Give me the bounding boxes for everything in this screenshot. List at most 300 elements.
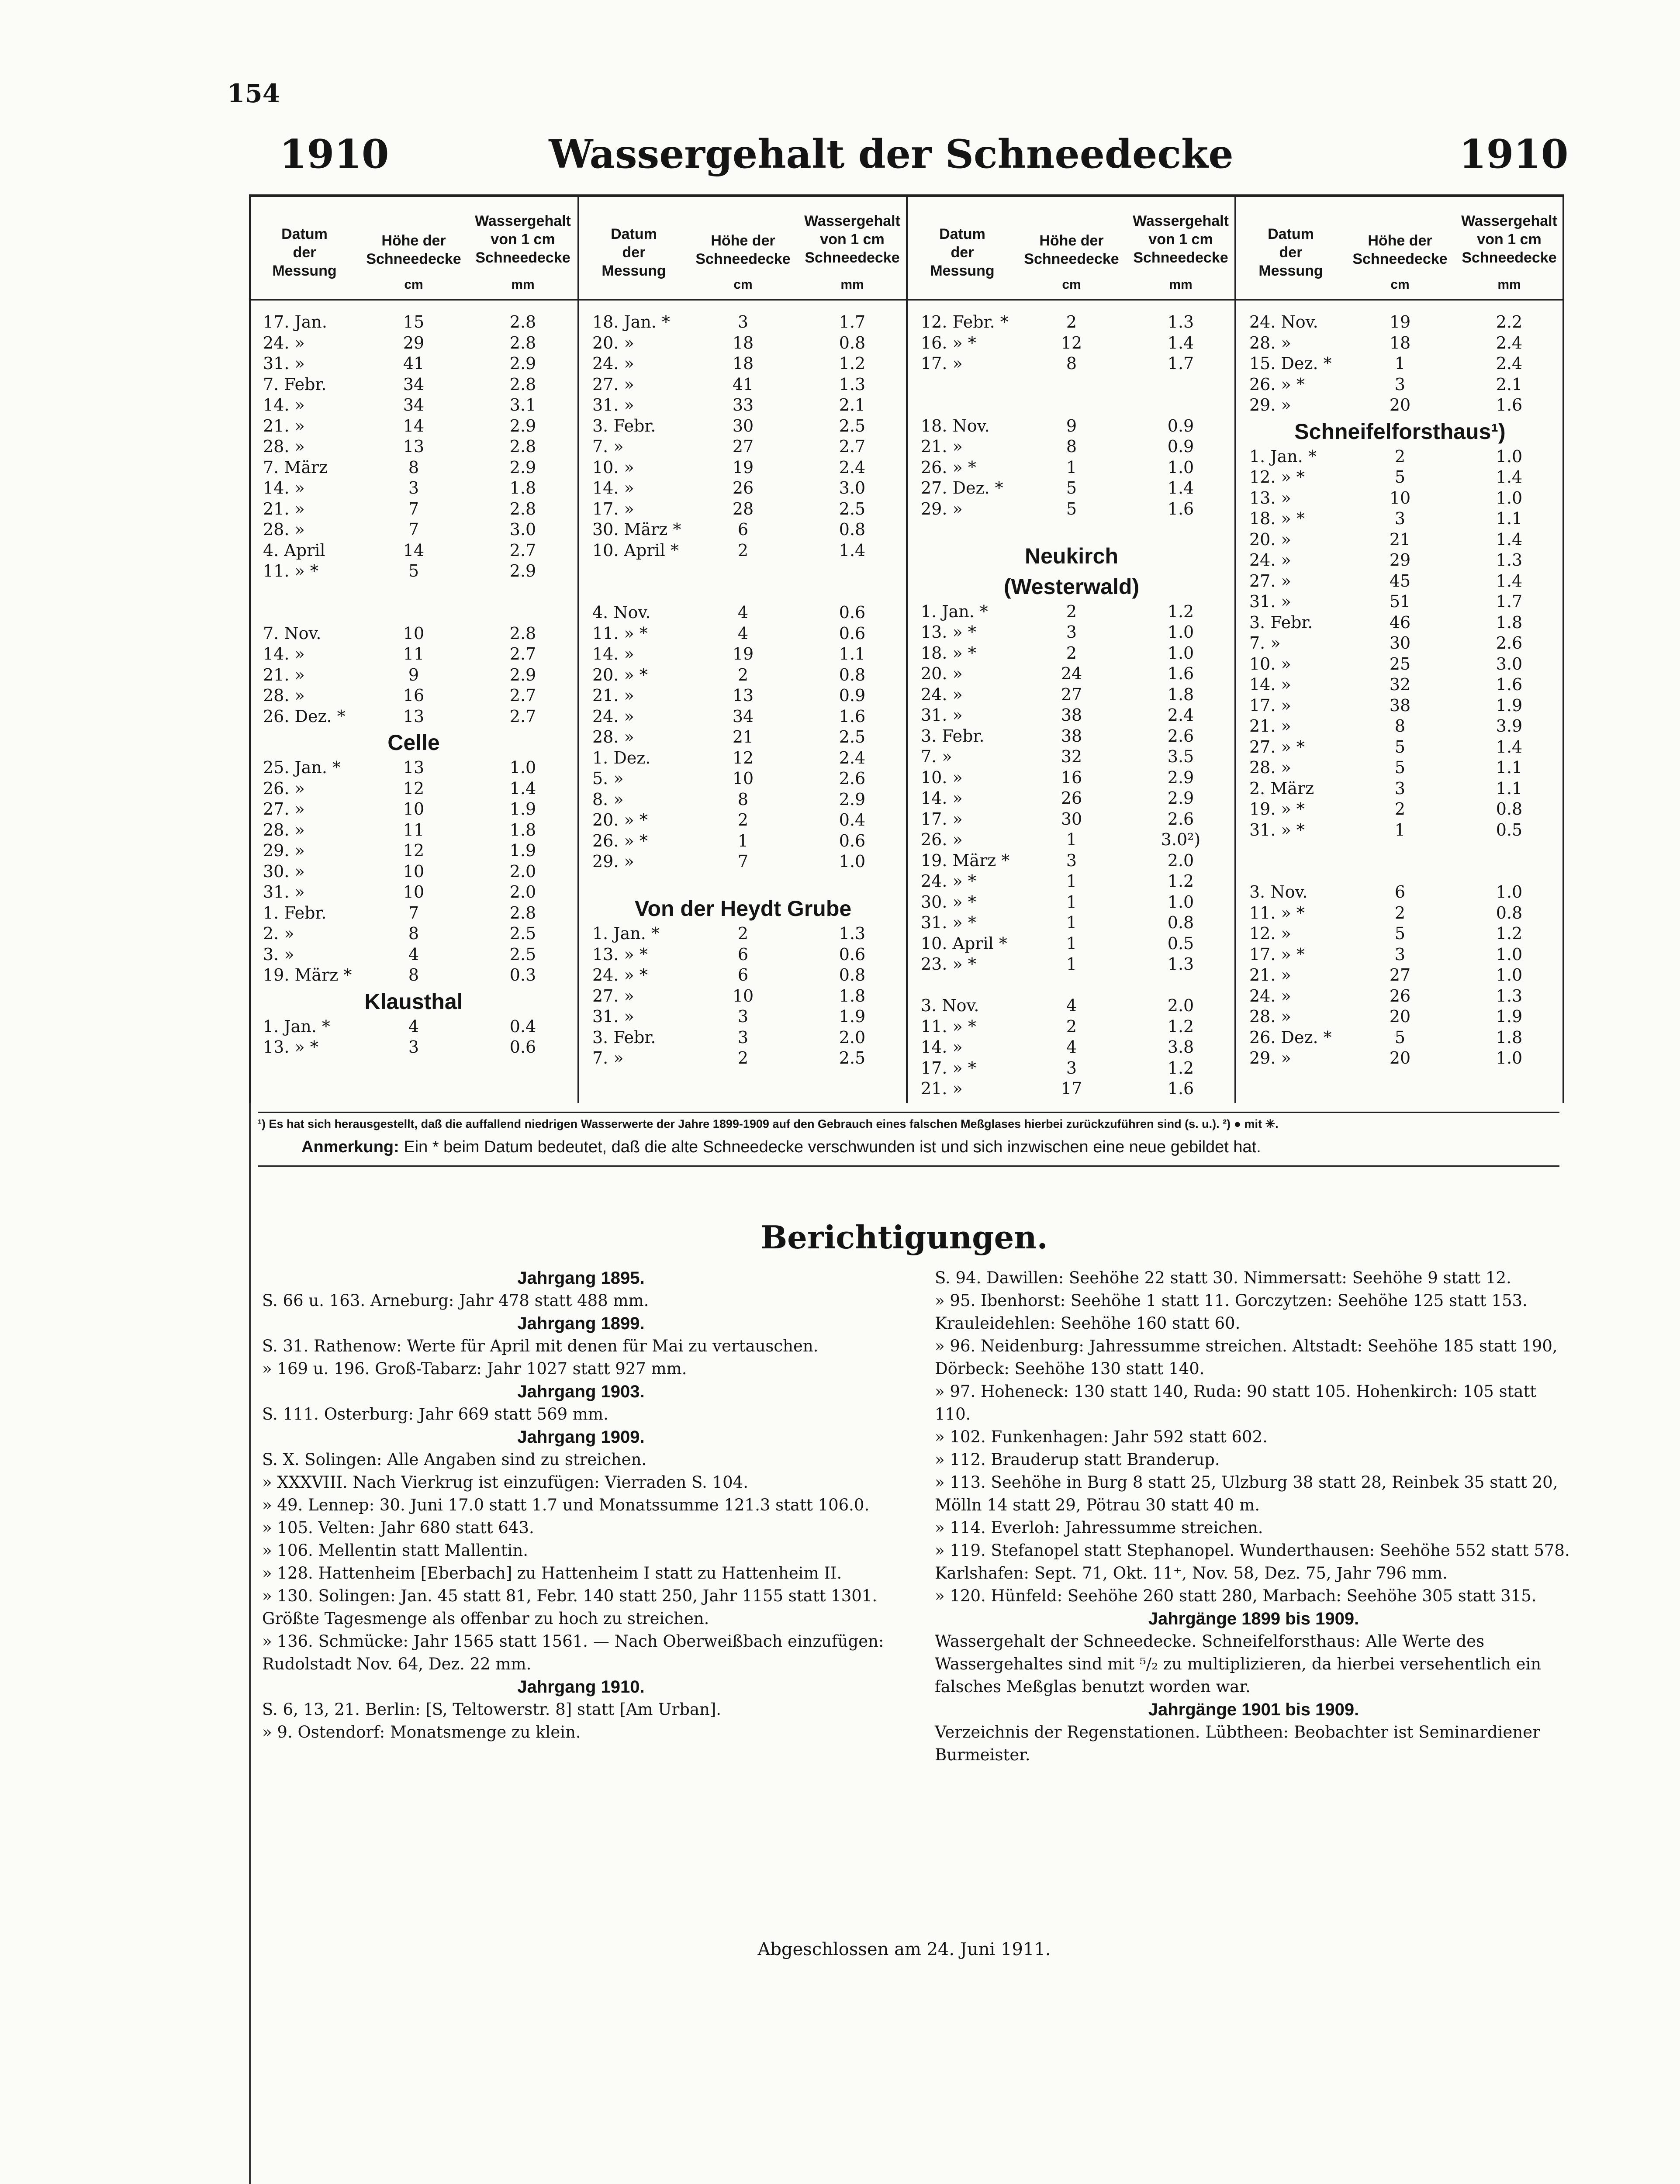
cell-water: 2.7	[509, 686, 536, 705]
table-row	[908, 705, 1235, 726]
cell-height: 9	[1066, 416, 1077, 435]
cell-height: 18	[1389, 333, 1411, 352]
cell-height: 13	[732, 686, 754, 705]
table-rows	[1236, 312, 1564, 1069]
table-row	[1236, 924, 1564, 945]
cell-water: 1.1	[839, 644, 866, 663]
cell-water: 2.5	[509, 924, 536, 943]
cell-height: 18	[732, 333, 754, 352]
table-row	[1236, 488, 1564, 509]
table-row	[250, 924, 577, 945]
cell-height: 5	[408, 561, 419, 581]
cell-date: 27. »	[592, 986, 634, 1006]
table-row	[579, 354, 907, 375]
cell-date: 3. »	[263, 944, 294, 964]
unit-cm: cm	[1390, 277, 1410, 292]
correction-entry: S. 94. Dawillen: Seehöhe 22 statt 30. Nimmersatt: Seehöhe 9 statt 12.	[935, 1268, 1511, 1287]
cell-height: 1	[1066, 933, 1077, 953]
cell-water: 1.9	[839, 1007, 866, 1026]
corrections-year-heading: Jahrgang 1895.	[517, 1268, 645, 1288]
cell-water: 0.3	[509, 965, 536, 985]
cell-date: 21. »	[1249, 965, 1291, 985]
cell-water: 0.9	[1167, 416, 1194, 435]
table-row	[579, 965, 907, 986]
cell-water: 1.0	[1496, 1048, 1523, 1068]
table-row	[1236, 903, 1564, 924]
cell-water: 2.9	[509, 354, 536, 373]
cell-height: 3	[1394, 778, 1406, 798]
cell-date: 28. »	[592, 727, 634, 746]
cell-date: 28. »	[263, 520, 305, 539]
cell-water: 2.4	[839, 457, 866, 477]
cell-height: 1	[1066, 913, 1077, 932]
cell-height: 12	[403, 841, 425, 860]
cell-date: 13. » *	[263, 1037, 318, 1057]
cell-height: 25	[1389, 654, 1411, 674]
correction-entry: Wassergehalt der Schneedecke. Schneifelforsthaus: Alle Werte des Wassergehaltes sind mit ⁵/₂ zu multiplizieren, da hierbei versehentlich ein falsches Meßglas benutzt worden war.	[935, 1632, 1542, 1696]
cell-date: 24. »	[1249, 550, 1291, 570]
cell-water: 1.8	[509, 820, 536, 840]
table-row	[908, 1017, 1235, 1038]
cell-height: 8	[1394, 716, 1406, 736]
cell-date: 24. »	[921, 684, 963, 704]
cell-water: 1.3	[1496, 550, 1523, 570]
cell-water: 1.8	[839, 986, 866, 1006]
cell-height: 12	[403, 778, 425, 798]
correction-entry: » 114. Everloh: Jahressumme streichen.	[935, 1518, 1263, 1537]
cell-date: 3. Febr.	[921, 726, 985, 746]
header-water: Wassergehalt von 1 cm Schneedecke	[475, 213, 571, 266]
cell-water: 1.2	[839, 354, 866, 373]
cell-date: 29. »	[1249, 395, 1291, 415]
cell-height: 5	[1066, 478, 1077, 498]
cell-height: 28	[732, 499, 754, 518]
cell-height: 14	[403, 416, 425, 435]
table-row	[250, 375, 577, 396]
row-gap	[250, 582, 577, 603]
cell-date: 31. »	[263, 354, 305, 373]
cell-water: 2.7	[509, 540, 536, 560]
table-row	[1236, 779, 1564, 800]
table-row	[579, 945, 907, 966]
table-row	[579, 790, 907, 811]
corrections-year-heading: Jahrgang 1910.	[517, 1677, 645, 1697]
cell-date: 10. »	[921, 767, 963, 787]
cell-date: 31. »	[263, 882, 305, 902]
table-column-group	[579, 194, 907, 1103]
cell-date: 14. »	[592, 644, 634, 663]
cell-water: 2.8	[509, 312, 536, 332]
correction-entry: » XXXVIII. Nach Vierkrug ist einzufügen: Vierraden S. 104.	[262, 1473, 748, 1492]
cell-water: 1.6	[1167, 499, 1194, 518]
cell-date: 21. »	[263, 665, 305, 684]
header-height: Höhe der Schneedecke	[1352, 232, 1448, 267]
table-row	[908, 892, 1235, 913]
table-row	[908, 747, 1235, 768]
cell-height: 10	[403, 799, 425, 819]
table-row	[1236, 467, 1564, 488]
table-row	[908, 602, 1235, 623]
cell-height: 11	[403, 820, 425, 840]
cell-water: 1.6	[1496, 395, 1523, 415]
cell-height: 4	[737, 603, 749, 622]
cell-date: 18. Jan. *	[592, 312, 671, 332]
cell-height: 2	[1394, 446, 1406, 466]
cell-water: 1.2	[1167, 1016, 1194, 1036]
cell-height: 2	[1066, 1016, 1077, 1036]
cell-date: 31. »	[592, 395, 634, 415]
table-row	[1236, 333, 1564, 354]
cell-water: 3.0²)	[1161, 830, 1201, 849]
table-row	[250, 820, 577, 841]
table-row	[250, 665, 577, 686]
table-column-group	[1236, 194, 1564, 1103]
table-row	[579, 1007, 907, 1028]
cell-water: 2.8	[509, 437, 536, 456]
corrections-year-heading: Jahrgänge 1899 bis 1909.	[1148, 1609, 1359, 1628]
cell-date: 28. »	[263, 686, 305, 705]
cell-water: 2.9	[1167, 767, 1194, 787]
correction-entry: » 49. Lennep: 30. Juni 17.0 statt 1.7 und Monatssumme 121.3 statt 106.0.	[262, 1496, 870, 1514]
cell-water: 1.8	[1496, 1027, 1523, 1047]
table-row	[579, 769, 907, 790]
cell-height: 2	[1066, 643, 1077, 663]
cell-water: 2.4	[839, 748, 866, 767]
cell-water: 2.8	[509, 374, 536, 394]
cell-date: 17. » *	[921, 1058, 976, 1078]
cell-date: 24. »	[1249, 986, 1291, 1006]
table-row	[250, 882, 577, 903]
cell-water: 2.5	[509, 944, 536, 964]
row-gap	[1236, 862, 1564, 883]
cell-water: 0.8	[839, 965, 866, 985]
cell-height: 10	[403, 861, 425, 881]
table-row	[1236, 550, 1564, 571]
correction-entry: S. 31. Rathenow: Werte für April mit denen für Mai zu vertauschen.	[262, 1337, 819, 1355]
cell-height: 8	[408, 924, 419, 943]
corrections-year-heading: Jahrgang 1899.	[517, 1314, 645, 1333]
cell-date: 27. Dez. *	[921, 478, 1003, 498]
cell-height: 12	[732, 748, 754, 767]
header-date: Datum der Messung	[601, 226, 666, 279]
cell-water: 2.0	[839, 1027, 866, 1047]
cell-water: 1.6	[1167, 1079, 1194, 1098]
cell-water: 1.0	[1167, 622, 1194, 642]
cell-height: 6	[737, 965, 749, 985]
table-row	[908, 871, 1235, 892]
table-row	[579, 416, 907, 437]
cell-water: 1.3	[839, 374, 866, 394]
cell-date: 30. März *	[592, 520, 681, 539]
table-row	[579, 395, 907, 416]
cell-height: 34	[403, 395, 425, 415]
header-height: Höhe der Schneedecke	[695, 232, 791, 267]
table-row	[579, 478, 907, 499]
table-row	[908, 726, 1235, 747]
cell-height: 8	[737, 789, 749, 809]
table-row	[908, 913, 1235, 934]
cell-date: 24. » *	[921, 871, 976, 891]
cell-height: 26	[1061, 788, 1082, 808]
cell-water: 1.3	[1496, 986, 1523, 1006]
table-row	[908, 622, 1235, 643]
correction-entry: » 113. Seehöhe in Burg 8 statt 25, Ulzburg 38 statt 28, Reinbek 35 statt 20, Mölln 14 statt 29, Pötrau 30 statt 40 m.	[935, 1473, 1558, 1514]
cell-height: 2	[737, 540, 749, 560]
cell-height: 1	[737, 831, 749, 850]
cell-water: 3.1	[509, 395, 536, 415]
cell-height: 5	[1394, 467, 1406, 487]
cell-height: 3	[737, 1007, 749, 1026]
table-row	[1236, 571, 1564, 592]
cell-date: 24. »	[263, 333, 305, 352]
cell-water: 1.3	[1167, 312, 1194, 332]
cell-date: 28. »	[263, 437, 305, 456]
table-row	[1236, 375, 1564, 396]
table-row	[908, 458, 1235, 479]
cell-height: 5	[1394, 1027, 1406, 1047]
cell-height: 5	[1066, 499, 1077, 518]
row-gap	[1236, 841, 1564, 862]
cell-water: 2.6	[1496, 633, 1523, 653]
cell-water: 2.0	[509, 882, 536, 902]
table-row	[250, 416, 577, 437]
station-title: (Westerwald)	[1003, 574, 1140, 599]
cell-date: 21. »	[263, 499, 305, 518]
cell-height: 1	[1066, 871, 1077, 891]
unit-mm: mm	[1497, 277, 1521, 292]
cell-height: 19	[1389, 312, 1411, 332]
cell-height: 3	[1394, 374, 1406, 394]
correction-entry: S. X. Solingen: Alle Angaben sind zu streichen.	[262, 1450, 647, 1469]
cell-date: 7. Nov.	[263, 623, 321, 643]
correction-entry: » 9. Ostendorf: Monatsmenge zu klein.	[262, 1723, 581, 1742]
table-row	[1236, 354, 1564, 375]
cell-height: 7	[408, 499, 419, 518]
cell-water: 0.4	[839, 810, 866, 829]
cell-water: 0.8	[1167, 913, 1194, 932]
cell-date: 29. »	[263, 841, 305, 860]
cell-date: 26. » *	[921, 457, 976, 477]
cell-water: 1.1	[1496, 758, 1523, 777]
cell-date: 7. »	[1249, 633, 1281, 653]
cell-height: 10	[1389, 488, 1411, 508]
cell-date: 8. »	[592, 789, 624, 809]
cell-date: 20. » *	[592, 665, 648, 684]
cell-water: 0.6	[839, 944, 866, 964]
cell-date: 13. » *	[592, 944, 648, 964]
table-row	[250, 686, 577, 707]
row-gap	[908, 975, 1235, 996]
correction-entry: » 120. Hünfeld: Seehöhe 260 statt 280, Marbach: Seehöhe 305 statt 315.	[935, 1586, 1537, 1605]
cell-date: 3. Nov.	[921, 996, 979, 1015]
cell-water: 1.9	[509, 841, 536, 860]
correction-entry: » 112. Brauderup statt Branderup.	[935, 1450, 1220, 1469]
header-height: Höhe der Schneedecke	[1024, 232, 1119, 267]
table-row	[250, 862, 577, 883]
correction-entry: » 95. Ibenhorst: Seehöhe 1 statt 11. Gorczytzen: Seehöhe 125 statt 153. Krauleidehlen: Seehöhe 160 statt 60.	[935, 1291, 1528, 1333]
cell-date: 27. » *	[1249, 737, 1305, 757]
table-row	[1236, 312, 1564, 333]
cell-date: 14. »	[921, 1037, 963, 1057]
cell-date: 21. »	[921, 437, 963, 456]
table-row	[1236, 945, 1564, 966]
cell-water: 1.2	[1167, 1058, 1194, 1078]
cell-water: 0.8	[1496, 799, 1523, 819]
row-gap	[250, 603, 577, 624]
correction-entry: » 96. Neidenburg: Jahressumme streichen. Altstadt: Seehöhe 185 statt 190, Dörbeck: Seehöhe 130 statt 140.	[935, 1337, 1558, 1378]
cell-water: 2.0	[1167, 996, 1194, 1015]
cell-water: 2.9	[509, 457, 536, 477]
cell-height: 6	[737, 944, 749, 964]
cell-water: 1.2	[1167, 871, 1194, 891]
cell-date: 26. » *	[592, 831, 648, 850]
cell-height: 10	[732, 986, 754, 1006]
cell-date: 1. Jan. *	[263, 1016, 330, 1036]
cell-height: 1	[1394, 354, 1406, 373]
table-row	[250, 541, 577, 562]
corrections-year-heading: Jahrgänge 1901 bis 1909.	[1148, 1700, 1359, 1719]
cell-water: 2.9	[1167, 788, 1194, 808]
cell-date: 14. »	[263, 395, 305, 415]
cell-water: 1.7	[839, 312, 866, 332]
cell-water: 1.0	[1167, 457, 1194, 477]
table-row	[908, 643, 1235, 664]
cell-height: 27	[1389, 965, 1411, 985]
table-row	[908, 437, 1235, 458]
table-row	[579, 520, 907, 541]
cell-date: 20. »	[1249, 529, 1291, 549]
cell-date: 7. März	[263, 457, 328, 477]
correction-entry: » 102. Funkenhagen: Jahr 592 statt 602.	[935, 1427, 1268, 1446]
correction-entry: S. 66 u. 163. Arneburg: Jahr 478 statt 488 mm.	[262, 1291, 649, 1310]
cell-date: 15. Dez. *	[1249, 354, 1332, 373]
cell-height: 7	[737, 852, 749, 871]
table-row	[1236, 758, 1564, 779]
table-row	[250, 945, 577, 966]
unit-cm: cm	[733, 277, 753, 292]
cell-height: 12	[1061, 333, 1082, 352]
cell-height: 17	[1061, 1079, 1082, 1098]
cell-height: 1	[1066, 830, 1077, 849]
unit-cm: cm	[1062, 277, 1081, 292]
correction-entry: » 130. Solingen: Jan. 45 statt 81, Febr. 140 statt 250, Jahr 1155 statt 1301. Größte Tagesmenge als offenbar zu hoch zu streichen.	[262, 1586, 878, 1628]
cell-height: 26	[732, 478, 754, 498]
cell-water: 0.4	[509, 1016, 536, 1036]
cell-date: 1. Dez.	[592, 748, 651, 767]
cell-date: 4. Nov.	[592, 603, 651, 622]
row-gap	[579, 873, 907, 894]
correction-entry: » 169 u. 196. Groß-Tabarz: Jahr 1027 statt 927 mm.	[262, 1359, 687, 1378]
cell-height: 10	[403, 882, 425, 902]
table-row	[250, 644, 577, 665]
table-row	[579, 852, 907, 873]
cell-date: 12. Febr. *	[921, 312, 1009, 332]
cell-date: 11. » *	[592, 623, 648, 643]
cell-date: 7. »	[921, 747, 952, 766]
cell-water: 1.2	[1167, 601, 1194, 621]
cell-date: 1. Febr.	[263, 903, 327, 923]
table-row	[250, 458, 577, 479]
cell-date: 18. » *	[1249, 509, 1305, 528]
cell-date: 21. »	[921, 1079, 963, 1098]
cell-date: 24. » *	[592, 965, 648, 985]
cell-height: 38	[1389, 695, 1411, 715]
cell-date: 3. Febr.	[1249, 612, 1313, 632]
cell-water: 2.4	[1496, 333, 1523, 352]
cell-water: 2.9	[509, 416, 536, 435]
cell-water: 2.8	[509, 623, 536, 643]
cell-date: 3. Febr.	[592, 416, 656, 435]
cell-height: 30	[1061, 809, 1082, 829]
cell-date: 11. » *	[921, 1016, 976, 1036]
cell-height: 51	[1389, 592, 1411, 611]
cell-water: 1.9	[509, 799, 536, 819]
cell-height: 4	[1066, 1037, 1077, 1057]
cell-date: 28. »	[1249, 1007, 1291, 1026]
table-row	[1236, 592, 1564, 613]
cell-height: 2	[1066, 312, 1077, 332]
table-column-group	[908, 194, 1235, 1103]
cell-date: 13. »	[1249, 488, 1291, 508]
cell-height: 2	[737, 665, 749, 684]
table-row	[250, 903, 577, 924]
cell-height: 5	[1394, 924, 1406, 943]
cell-height: 4	[408, 1016, 419, 1036]
cell-water: 2.8	[509, 903, 536, 923]
cell-date: 28. »	[263, 820, 305, 840]
cell-water: 1.0	[1167, 643, 1194, 663]
correction-entry: Verzeichnis der Regenstationen. Lübtheen: Beobachter ist Seminardiener Burmeister.	[935, 1723, 1540, 1764]
table-row	[250, 499, 577, 520]
header-water: Wassergehalt von 1 cm Schneedecke	[1461, 213, 1557, 266]
table-row	[908, 685, 1235, 706]
cell-water: 0.6	[509, 1037, 536, 1057]
cell-water: 1.2	[1496, 924, 1523, 943]
table-row	[908, 333, 1235, 354]
table-row	[908, 1058, 1235, 1079]
cell-water: 1.4	[1167, 333, 1194, 352]
station-title: Klausthal	[364, 989, 463, 1014]
cell-date: 21. »	[263, 416, 305, 435]
correction-entry: » 97. Hoheneck: 130 statt 140, Ruda: 90 statt 105. Hohenkirch: 105 statt 110.	[935, 1382, 1537, 1424]
cell-height: 4	[408, 944, 419, 964]
cell-height: 24	[1061, 664, 1082, 683]
table-rows	[908, 312, 1235, 1100]
table-row	[250, 965, 577, 986]
table-row	[1236, 530, 1564, 551]
row-gap	[579, 582, 907, 603]
cell-date: 17. »	[921, 354, 963, 373]
cell-water: 0.6	[839, 831, 866, 850]
cell-water: 2.4	[1496, 354, 1523, 373]
cell-water: 0.8	[839, 665, 866, 684]
table-row	[1236, 1007, 1564, 1028]
cell-height: 5	[1394, 758, 1406, 777]
cell-water: 2.5	[839, 1048, 866, 1068]
page-title: Wassergehalt der Schneedecke	[549, 131, 1234, 177]
correction-entry: » 106. Mellentin statt Mallentin.	[262, 1541, 529, 1560]
cell-water: 3.9	[1496, 716, 1523, 736]
cell-date: 17. »	[921, 809, 963, 829]
cell-date: 21. »	[592, 686, 634, 705]
cell-height: 7	[408, 903, 419, 923]
cell-height: 2	[737, 1048, 749, 1068]
table-row	[579, 1028, 907, 1049]
corrections-title: Berichtigungen.	[760, 1219, 1048, 1256]
footnote: ¹) Es hat sich herausgestellt, daß die auffallend niedrigen Wasserwerte der Jahre 1899-1909 auf den Gebrauch eines falschen Meßglases hierbei zurückzuführen sind (s. u.). ²) ● mit ✳.	[258, 1112, 1559, 1131]
cell-height: 32	[1389, 675, 1411, 694]
table-row	[250, 437, 577, 458]
